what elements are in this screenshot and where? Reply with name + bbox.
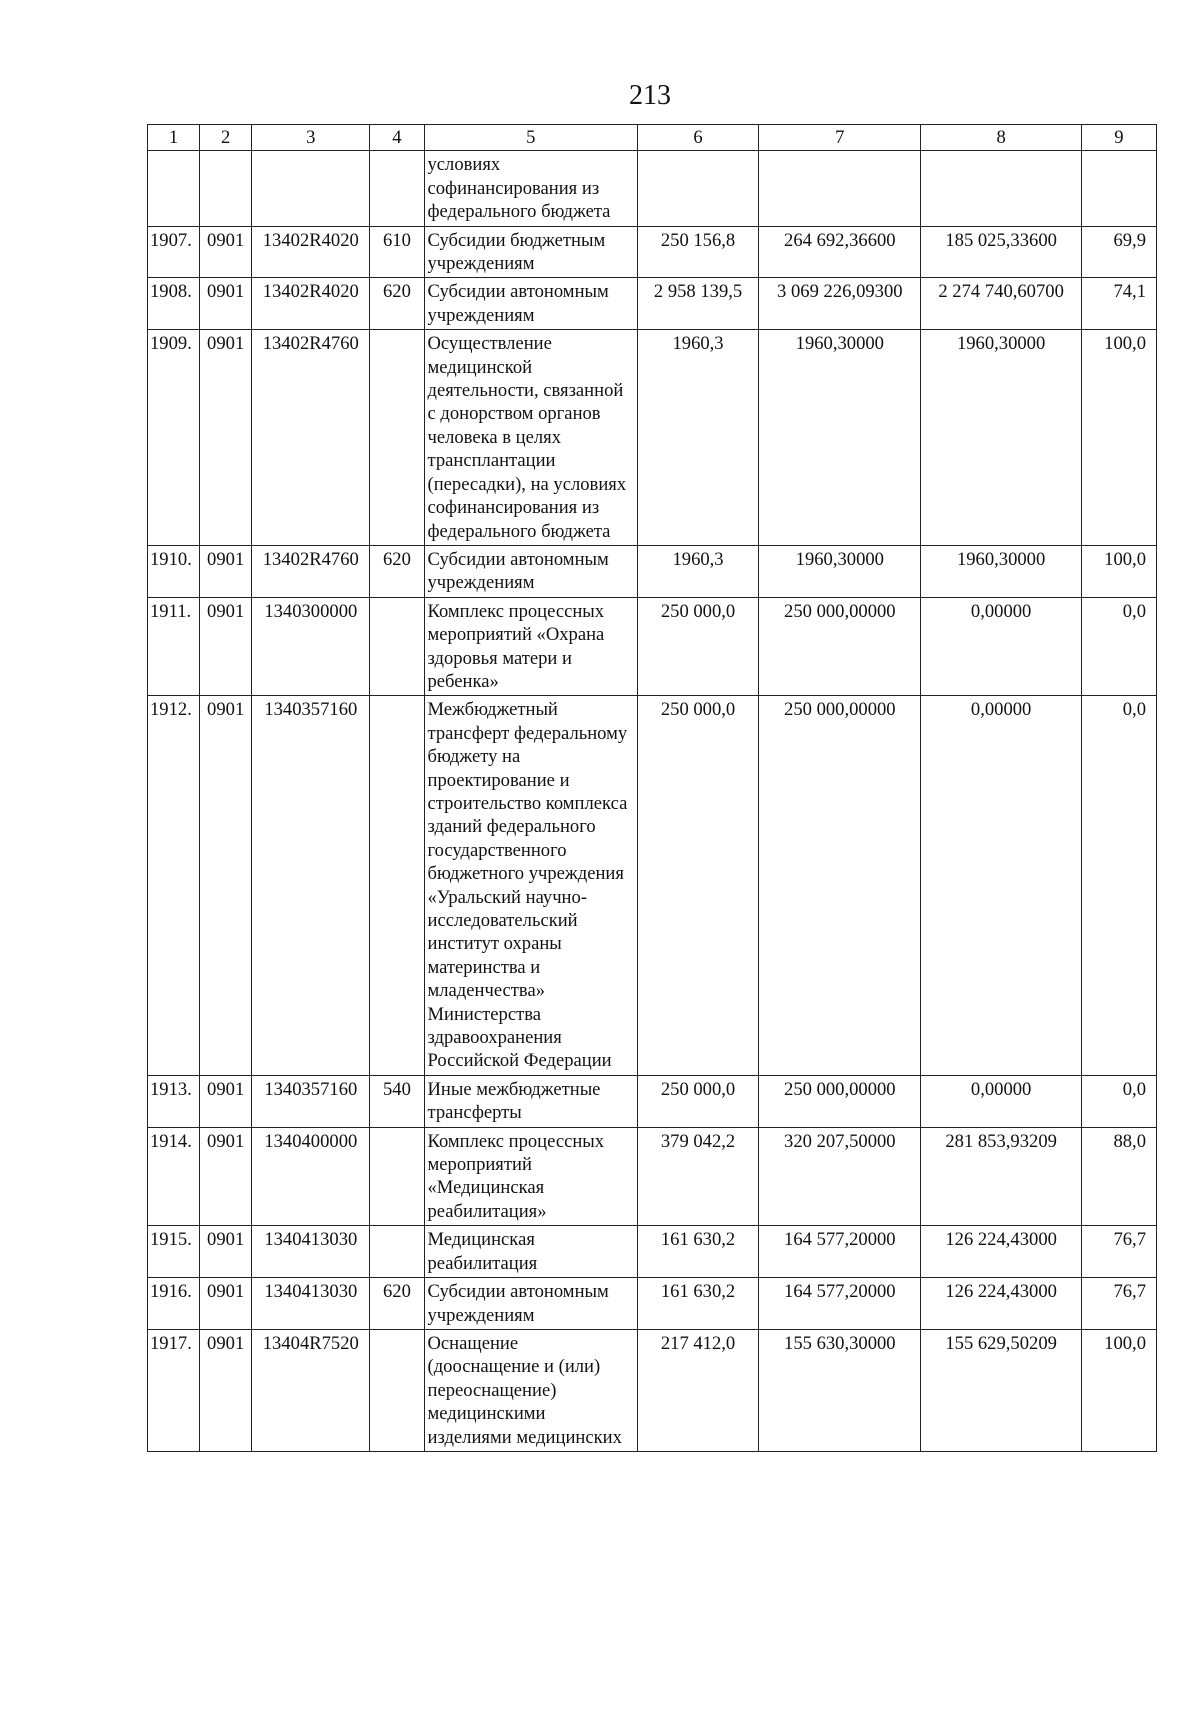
plan-value: 379 042,2 bbox=[637, 1127, 758, 1226]
plan-value: 217 412,0 bbox=[637, 1329, 758, 1451]
column-header: 5 bbox=[424, 125, 637, 151]
table-row bbox=[148, 1226, 1157, 1278]
row-number: 1915. bbox=[148, 1226, 200, 1278]
table-row bbox=[148, 1329, 1157, 1451]
target-code: 13402R4760 bbox=[252, 545, 370, 597]
plan-value bbox=[637, 151, 758, 226]
execution-percent: 88,0 bbox=[1081, 1127, 1156, 1226]
item-name: Межбюджетный трансферт федеральному бюджету на проектирование и строительство комплекса зданий федерального государственного бюджетного учреждения «Уральский научно-исследовательский институт охраны материнства и младенчества» Министерства здравоохранения Российской Федерации bbox=[424, 696, 637, 1076]
table-row bbox=[148, 1127, 1157, 1226]
refined-value: 250 000,00000 bbox=[759, 1075, 921, 1127]
row-number: 1914. bbox=[148, 1127, 200, 1226]
target-code: 13402R4020 bbox=[252, 226, 370, 278]
expense-type-code bbox=[370, 696, 424, 1076]
section-code: 0901 bbox=[200, 1329, 252, 1451]
refined-value: 264 692,36600 bbox=[759, 226, 921, 278]
table-row bbox=[148, 278, 1157, 330]
column-header: 7 bbox=[759, 125, 921, 151]
item-name: Оснащение (дооснащение и (или) переоснащение) медицинскими изделиями медицинских bbox=[424, 1329, 637, 1451]
section-code: 0901 bbox=[200, 696, 252, 1076]
plan-value: 161 630,2 bbox=[637, 1278, 758, 1330]
plan-value: 161 630,2 bbox=[637, 1226, 758, 1278]
item-name: Субсидии автономным учреждениям bbox=[424, 278, 637, 330]
row-number bbox=[148, 151, 200, 226]
execution-percent: 74,1 bbox=[1081, 278, 1156, 330]
expense-type-code bbox=[370, 1127, 424, 1226]
row-number: 1908. bbox=[148, 278, 200, 330]
item-name: Субсидии автономным учреждениям bbox=[424, 1278, 637, 1330]
execution-percent: 0,0 bbox=[1081, 1075, 1156, 1127]
target-code: 1340413030 bbox=[252, 1278, 370, 1330]
expense-type-code: 610 bbox=[370, 226, 424, 278]
executed-value: 0,00000 bbox=[921, 696, 1081, 1076]
item-name: Медицинская реабилитация bbox=[424, 1226, 637, 1278]
expense-type-code bbox=[370, 330, 424, 546]
executed-value: 0,00000 bbox=[921, 1075, 1081, 1127]
column-header: 6 bbox=[637, 125, 758, 151]
row-number: 1909. bbox=[148, 330, 200, 546]
execution-percent bbox=[1081, 151, 1156, 226]
plan-value: 250 000,0 bbox=[637, 597, 758, 696]
section-code: 0901 bbox=[200, 1278, 252, 1330]
table-row bbox=[148, 151, 1157, 226]
column-header: 2 bbox=[200, 125, 252, 151]
executed-value: 1960,30000 bbox=[921, 330, 1081, 546]
table-row bbox=[148, 226, 1157, 278]
refined-value: 164 577,20000 bbox=[759, 1278, 921, 1330]
execution-percent: 100,0 bbox=[1081, 545, 1156, 597]
execution-percent: 76,7 bbox=[1081, 1278, 1156, 1330]
executed-value: 185 025,33600 bbox=[921, 226, 1081, 278]
table-row bbox=[148, 1075, 1157, 1127]
executed-value bbox=[921, 151, 1081, 226]
row-number: 1917. bbox=[148, 1329, 200, 1451]
section-code: 0901 bbox=[200, 330, 252, 546]
table-row bbox=[148, 696, 1157, 1076]
target-code: 1340413030 bbox=[252, 1226, 370, 1278]
plan-value: 250 156,8 bbox=[637, 226, 758, 278]
expense-type-code bbox=[370, 597, 424, 696]
executed-value: 1960,30000 bbox=[921, 545, 1081, 597]
target-code: 13402R4020 bbox=[252, 278, 370, 330]
execution-percent: 0,0 bbox=[1081, 696, 1156, 1076]
expense-type-code bbox=[370, 1329, 424, 1451]
expense-type-code bbox=[370, 1226, 424, 1278]
section-code: 0901 bbox=[200, 1127, 252, 1226]
execution-percent: 100,0 bbox=[1081, 1329, 1156, 1451]
target-code: 1340300000 bbox=[252, 597, 370, 696]
executed-value: 126 224,43000 bbox=[921, 1226, 1081, 1278]
target-code: 1340357160 bbox=[252, 696, 370, 1076]
refined-value: 250 000,00000 bbox=[759, 696, 921, 1076]
item-name: Комплекс процессных мероприятий «Охрана здоровья матери и ребенка» bbox=[424, 597, 637, 696]
section-code: 0901 bbox=[200, 1075, 252, 1127]
page-number: 213 bbox=[629, 80, 671, 111]
plan-value: 250 000,0 bbox=[637, 696, 758, 1076]
expense-type-code: 540 bbox=[370, 1075, 424, 1127]
executed-value: 2 274 740,60700 bbox=[921, 278, 1081, 330]
budget-table bbox=[147, 124, 1157, 1452]
expense-type-code bbox=[370, 151, 424, 226]
item-name: Субсидии бюджетным учреждениям bbox=[424, 226, 637, 278]
column-header: 8 bbox=[921, 125, 1081, 151]
header-row bbox=[148, 125, 1157, 151]
column-header: 3 bbox=[252, 125, 370, 151]
target-code: 13404R7520 bbox=[252, 1329, 370, 1451]
row-number: 1912. bbox=[148, 696, 200, 1076]
execution-percent: 76,7 bbox=[1081, 1226, 1156, 1278]
execution-percent: 69,9 bbox=[1081, 226, 1156, 278]
refined-value: 3 069 226,09300 bbox=[759, 278, 921, 330]
refined-value: 320 207,50000 bbox=[759, 1127, 921, 1226]
refined-value: 155 630,30000 bbox=[759, 1329, 921, 1451]
item-name: Осуществление медицинской деятельности, связанной с донорством органов человека в целях трансплантации (пересадки), на условиях софинансирования из федерального бюджета bbox=[424, 330, 637, 546]
target-code: 1340400000 bbox=[252, 1127, 370, 1226]
plan-value: 1960,3 bbox=[637, 330, 758, 546]
refined-value: 1960,30000 bbox=[759, 545, 921, 597]
table-row bbox=[148, 1278, 1157, 1330]
refined-value: 250 000,00000 bbox=[759, 597, 921, 696]
refined-value bbox=[759, 151, 921, 226]
table-row bbox=[148, 545, 1157, 597]
expense-type-code: 620 bbox=[370, 278, 424, 330]
item-name: Субсидии автономным учреждениям bbox=[424, 545, 637, 597]
table-row bbox=[148, 597, 1157, 696]
refined-value: 1960,30000 bbox=[759, 330, 921, 546]
executed-value: 155 629,50209 bbox=[921, 1329, 1081, 1451]
executed-value: 126 224,43000 bbox=[921, 1278, 1081, 1330]
column-header: 1 bbox=[148, 125, 200, 151]
execution-percent: 0,0 bbox=[1081, 597, 1156, 696]
row-number: 1916. bbox=[148, 1278, 200, 1330]
target-code: 13402R4760 bbox=[252, 330, 370, 546]
section-code: 0901 bbox=[200, 1226, 252, 1278]
section-code: 0901 bbox=[200, 597, 252, 696]
row-number: 1910. bbox=[148, 545, 200, 597]
expense-type-code: 620 bbox=[370, 1278, 424, 1330]
plan-value: 2 958 139,5 bbox=[637, 278, 758, 330]
item-name: Иные межбюджетные трансферты bbox=[424, 1075, 637, 1127]
row-number: 1911. bbox=[148, 597, 200, 696]
plan-value: 1960,3 bbox=[637, 545, 758, 597]
expense-type-code: 620 bbox=[370, 545, 424, 597]
item-name: условиях софинансирования из федерального бюджета bbox=[424, 151, 637, 226]
executed-value: 281 853,93209 bbox=[921, 1127, 1081, 1226]
row-number: 1907. bbox=[148, 226, 200, 278]
section-code: 0901 bbox=[200, 545, 252, 597]
section-code: 0901 bbox=[200, 226, 252, 278]
table-row bbox=[148, 330, 1157, 546]
column-header: 4 bbox=[370, 125, 424, 151]
executed-value: 0,00000 bbox=[921, 597, 1081, 696]
target-code bbox=[252, 151, 370, 226]
target-code: 1340357160 bbox=[252, 1075, 370, 1127]
section-code bbox=[200, 151, 252, 226]
column-header: 9 bbox=[1081, 125, 1156, 151]
section-code: 0901 bbox=[200, 278, 252, 330]
plan-value: 250 000,0 bbox=[637, 1075, 758, 1127]
execution-percent: 100,0 bbox=[1081, 330, 1156, 546]
row-number: 1913. bbox=[148, 1075, 200, 1127]
refined-value: 164 577,20000 bbox=[759, 1226, 921, 1278]
item-name: Комплекс процессных мероприятий «Медицинская реабилитация» bbox=[424, 1127, 637, 1226]
